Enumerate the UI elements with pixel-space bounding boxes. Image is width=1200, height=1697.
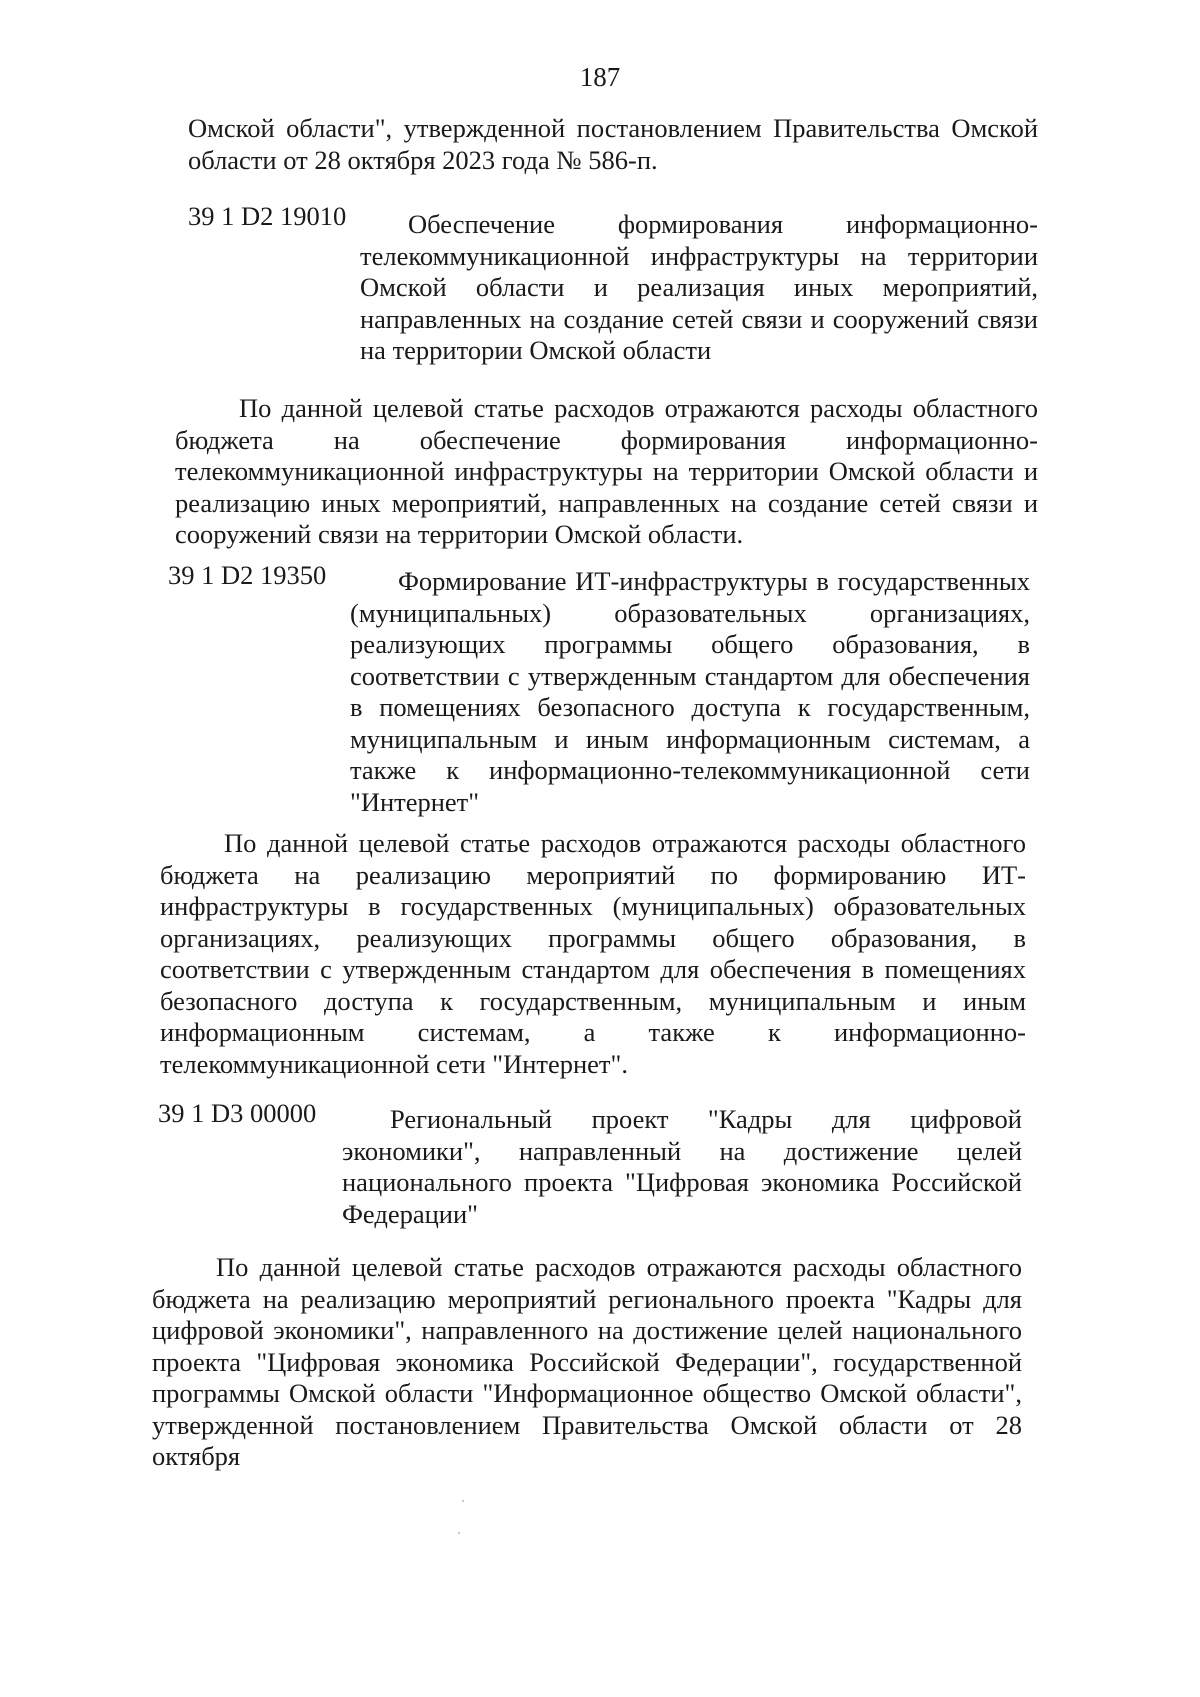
entry-title: Обеспечение формирования информационно-телекоммуникационной инфраструктуры на территории Омской области и реализация иных мероприятий, направленных на создание сетей связи и сооружений связи на территории Омской области (360, 209, 1038, 365)
scan-speck (458, 1532, 460, 1534)
entry-body: По данной целевой статье расходов отражаются расходы областного бюджета на реализацию мероприятий регионального проекта "Кадры для цифровой экономики", направленного на достижение целей национального проекта "Цифровая экономика Российской Федерации", государственной программы Омской области "Информационное общество Омской области", утвержденной постановлением Правительства Омской области от 28 октября (152, 1252, 1022, 1471)
entry-code: 39 1 D3 00000 (158, 1098, 317, 1128)
page-number: 187 (579, 62, 621, 92)
entry-title: Региональный проект "Кадры для цифровой экономики", направленный на достижение целей национального проекта "Цифровая экономика Российской Федерации" (342, 1104, 1022, 1229)
entry-title: Формирование ИТ-инфраструктуры в государственных (муниципальных) образовательных организациях, реализующих программы общего образования, в соответствии с утвержденным стандартом для обеспечения в помещениях безопасного доступа к государственным, муниципальным и иным информационным системам, а также к информационно-телекоммуникационной сети "Интернет" (350, 566, 1030, 817)
entry-body: По данной целевой статье расходов отражаются расходы областного бюджета на обеспечение формирования информационно-телекоммуникационной инфраструктуры на территории Омской области и реализацию иных мероприятий, направленных на создание сетей связи и сооружений связи на территории Омской области. (175, 393, 1038, 549)
entry-body: По данной целевой статье расходов отражаются расходы областного бюджета на реализацию мероприятий по формированию ИТ-инфраструктуры в государственных (муниципальных) образовательных организациях, реализующих программы общего образования, в соответствии с утвержденным стандартом для обеспечения в помещениях безопасного доступа к государственным, муниципальным и иным информационным системам, а также к информационно-телекоммуникационной сети "Интернет". (160, 828, 1026, 1079)
entry-code: 39 1 D2 19010 (188, 201, 347, 231)
entry-code: 39 1 D2 19350 (168, 560, 327, 590)
scan-speck (462, 1500, 464, 1502)
intro-paragraph: Омской области", утвержденной постановлением Правительства Омской области от 28 октября 2023 года № 586-п. (188, 113, 1038, 175)
